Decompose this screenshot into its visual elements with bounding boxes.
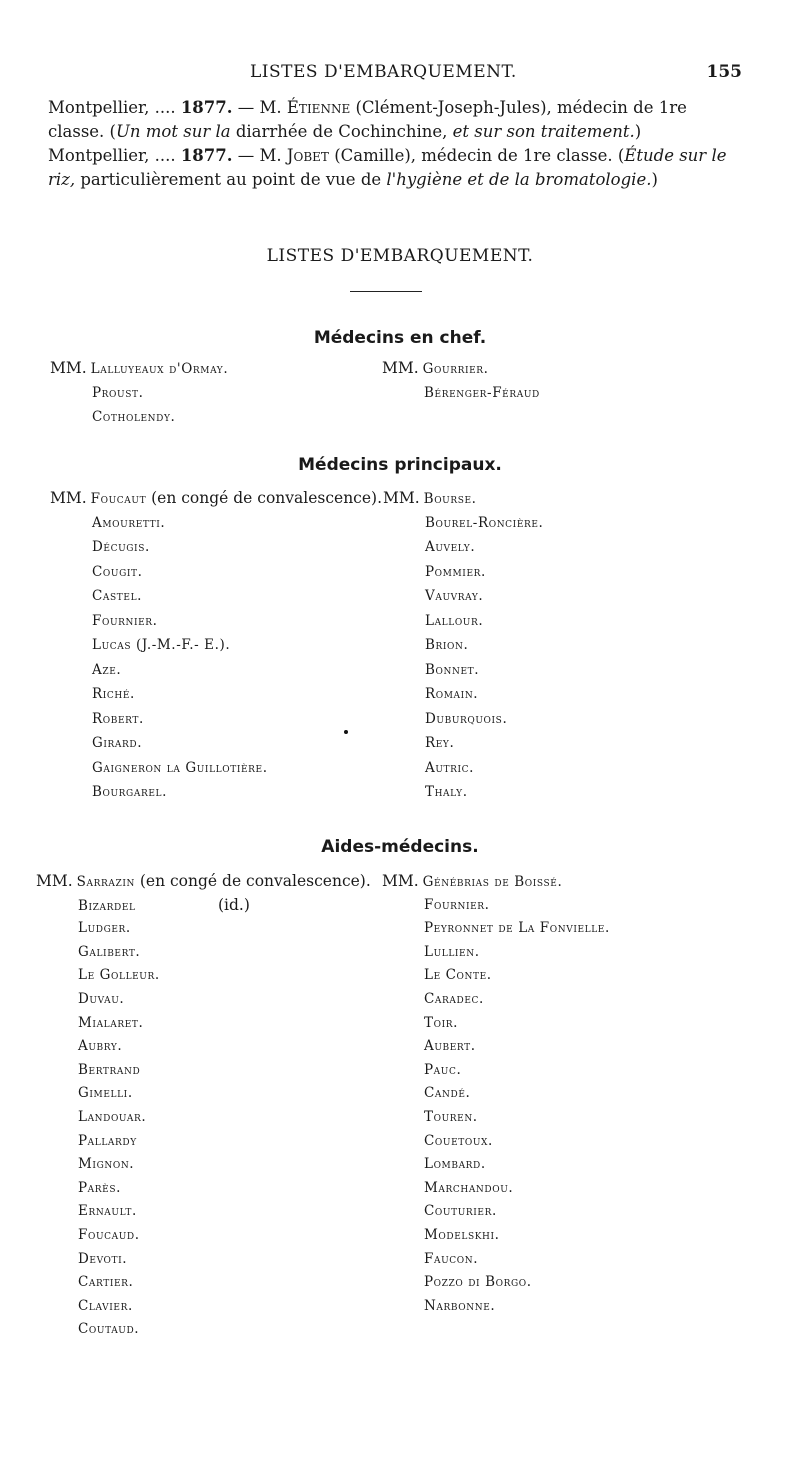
list-item: Thaly. (425, 784, 468, 800)
list-item: Bourel-Roncière. (425, 514, 544, 531)
list-item: Peyronnet de La Fonvielle. (424, 920, 610, 937)
list-item: Narbonne. (424, 1297, 496, 1314)
list-item: Cougit. (92, 563, 143, 580)
author-name: Jobet (286, 146, 329, 165)
intro-entry-etienne: Montpellier, .... 1877. — M. Étienne (Clément-Joseph-Jules), médecin de 1re classe. (Un mot sur la diarrhée de Cochinchine, et sur son traitement.) (48, 98, 687, 141)
list-item: Bonnet. (425, 661, 480, 678)
list-item: Bertrand (78, 1061, 141, 1078)
list-item: Candé. (424, 1085, 471, 1102)
list-item: Proust. (92, 384, 144, 401)
divider-rule (350, 291, 422, 292)
list-item: Rey. (425, 735, 455, 751)
list-item: Modelskhi. (424, 1226, 500, 1243)
list-item: Parès. (78, 1179, 121, 1196)
list-item: Pommier. (425, 563, 486, 580)
running-title: LISTES D'EMBARQUEMENT. (250, 62, 517, 82)
running-header (0, 62, 800, 86)
list-item: Gaigneron la Guillotière. (92, 759, 268, 776)
author-name: Étienne (286, 98, 351, 117)
list-item: Landouar. (78, 1108, 147, 1125)
list-item: Foucaud. (78, 1226, 140, 1243)
list-item: Amouretti. (92, 514, 166, 531)
aides-left-column (36, 870, 371, 1342)
principaux-left-column (50, 486, 382, 805)
list-item: Aubry. (78, 1038, 123, 1055)
list-item: MM. Lalluyeaux d'Ormay. (50, 359, 229, 377)
list-item: Fournier. (92, 612, 158, 629)
list-item: Le Golleur. (78, 967, 160, 984)
list-item: Bizardel (id.) (78, 895, 250, 914)
list-item: Cartier. (78, 1274, 134, 1291)
list-item: Touren. (424, 1108, 478, 1125)
list-item: Girard. (92, 735, 143, 751)
aides-right-column (382, 870, 610, 1318)
list-item: MM. Sarrazin (en congé de convalescence). (36, 872, 371, 890)
section-title-aides: Aides-médecins. (321, 837, 479, 857)
intro-paragraphs (48, 96, 728, 192)
list-item: Duvau. (78, 990, 125, 1007)
section-title-principaux: Médecins principaux. (298, 455, 502, 475)
list-item: Mialaret. (78, 1014, 144, 1031)
list-item: Vauvray. (425, 588, 484, 604)
list-item: Pauc. (424, 1061, 462, 1078)
page-number: 155 (706, 62, 742, 82)
list-item: Devoti. (78, 1250, 128, 1267)
chef-left-column (50, 356, 228, 430)
list-item: MM. Bourse. (383, 489, 477, 507)
list-item: Robert. (92, 710, 144, 727)
list-item: Lallour. (425, 612, 484, 629)
print-speck (344, 730, 348, 734)
list-item: Autric. (425, 759, 475, 776)
list-item: Pozzo di Borgo. (424, 1274, 532, 1291)
list-item: Pallardy (78, 1132, 137, 1149)
list-item: MM. Foucaut (en congé de convalescence). (50, 489, 383, 507)
list-item: Aubert. (424, 1038, 476, 1055)
list-item: Mignon. (78, 1156, 135, 1173)
list-item: MM. Gourrier. (382, 359, 489, 377)
list-item: MM. Génébrias de Boissé. (382, 872, 563, 890)
list-item: Décugis. (92, 539, 150, 555)
list-item: Faucon. (424, 1250, 479, 1267)
list-item: Brion. (425, 637, 469, 653)
list-item: Marchandou. (424, 1179, 514, 1196)
chef-right-column (382, 356, 540, 405)
list-item: Castel. (92, 588, 143, 604)
list-item: Fournier. (424, 896, 490, 913)
list-item: Duburquois. (425, 710, 508, 727)
list-item: Coutaud. (78, 1321, 140, 1338)
principaux-right-column (383, 486, 543, 805)
list-item: Couetoux. (424, 1132, 493, 1149)
main-title: LISTES D'EMBARQUEMENT. (266, 246, 534, 266)
section-title-chef: Médecins en chef. (313, 328, 487, 348)
list-item: Lucas (J.-M.-F.- E.). (92, 637, 231, 653)
list-item: Caradec. (424, 990, 484, 1007)
list-item: Bourgarel. (92, 784, 167, 800)
list-item: Le Conte. (424, 967, 492, 984)
list-item: Auvely. (425, 539, 476, 555)
list-item: Riché. (92, 686, 135, 702)
list-item: Couturier. (424, 1203, 497, 1220)
list-item: Toir. (424, 1014, 459, 1031)
list-item: Romain. (425, 686, 479, 702)
intro-entry-jobet: Montpellier, .... 1877. — M. Jobet (Camille), médecin de 1re classe. (Étude sur le riz, particulièrement au point de vue de l'hygiène et de la bromatologie.) (48, 146, 727, 189)
list-item: Clavier. (78, 1297, 133, 1314)
list-item: Cotholendy. (92, 409, 176, 425)
list-item: Ernault. (78, 1203, 137, 1220)
list-item: Galibert. (78, 943, 141, 960)
list-item: Ludger. (78, 920, 131, 937)
list-item: Aze. (92, 661, 122, 678)
list-item: Lullien. (424, 943, 480, 960)
list-item: Lombard. (424, 1156, 486, 1173)
list-item: Gimelli. (78, 1085, 133, 1102)
list-item: Bérenger-Féraud (424, 384, 540, 401)
